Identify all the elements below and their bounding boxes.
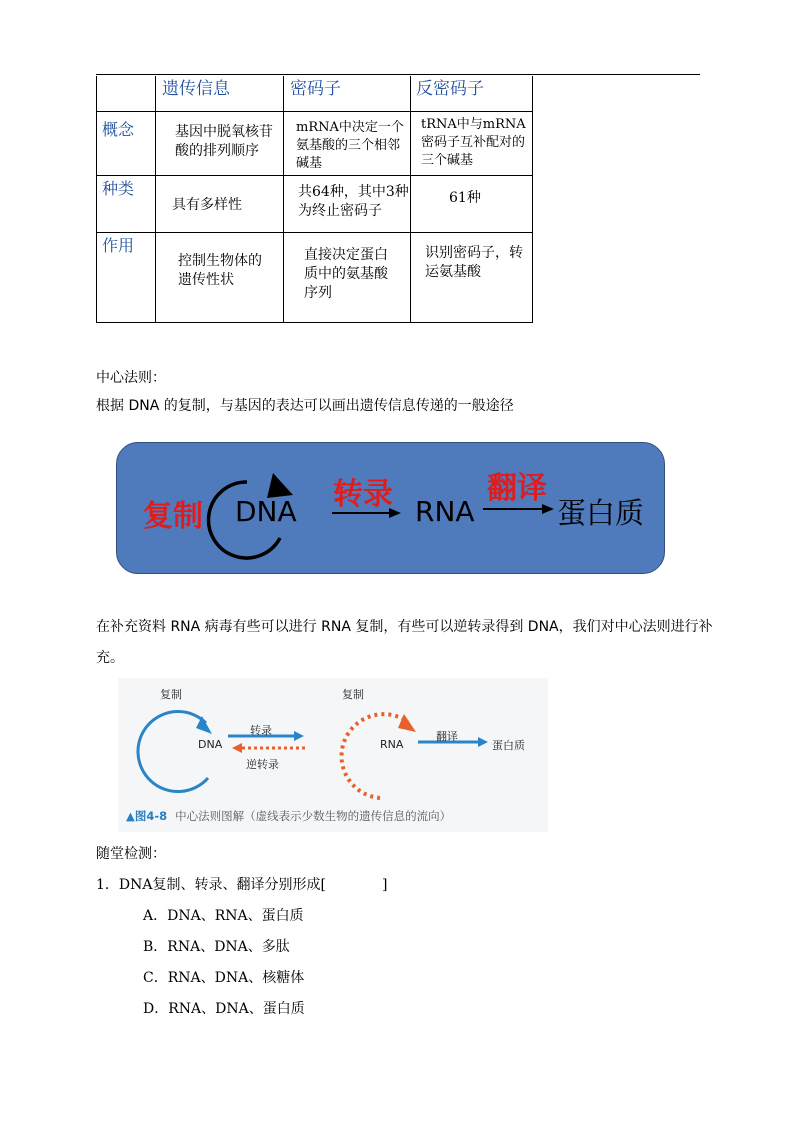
header-rule	[96, 74, 700, 75]
figure-rna-label: RNA	[380, 738, 404, 751]
figure-caption-number: ▲图4-8	[126, 809, 168, 823]
rna-replication-arrowhead	[398, 714, 416, 732]
figure-4-8	[118, 678, 548, 832]
figure-caption-text: 中心法则图解（虚线表示少数生物的遗传信息的流向）	[175, 809, 452, 823]
reverse-transcription-arrowhead	[232, 743, 242, 753]
transcription-label: 转录	[333, 477, 393, 512]
translation-label: 翻译	[487, 471, 547, 506]
figure-translation-label: 翻译	[436, 730, 458, 743]
transcription-arrowhead	[294, 731, 304, 741]
table-cell: 直接决定蛋白质中的氨基酸序列	[304, 247, 388, 301]
dna-replication-arrow	[138, 712, 208, 792]
central-dogma-heading: 中心法则：	[96, 370, 166, 386]
comparison-table	[96, 76, 533, 323]
quiz-option-d: D．RNA、DNA、蛋白质	[143, 1001, 305, 1017]
rna-replication-arrow	[342, 714, 408, 798]
table-cell: mRNA中决定一个氨基酸的三个相邻碱基	[296, 120, 404, 171]
table-row-label-function: 作用	[102, 236, 135, 255]
table-header-codon: 密码子	[290, 79, 341, 99]
table-cell: tRNA中与mRNA密码子互补配对的三个碱基	[421, 117, 526, 168]
table-hline	[96, 111, 533, 112]
replication-label: 复制	[143, 499, 203, 534]
quiz-heading: 随堂检测：	[96, 846, 166, 862]
figure-transcription-label: 转录	[250, 724, 272, 737]
table-cell: 识别密码子，转运氨基酸	[425, 245, 523, 280]
table-cell: 基因中脱氧核苷酸的排列顺序	[175, 124, 273, 159]
central-dogma-diagram	[116, 442, 665, 574]
figure-dna-label: DNA	[198, 738, 223, 751]
dna-replication-label: 复制	[160, 688, 182, 701]
table-header-genetic-info: 遗传信息	[162, 79, 230, 99]
table-row-label-concept: 概念	[102, 120, 135, 139]
supplement-paragraph: 在补充资料 RNA 病毒有些可以进行 RNA 复制，有些可以逆转录得到 DNA，我们对中心法则进行补充。	[96, 619, 713, 666]
translation-arrowhead	[478, 737, 488, 747]
table-cell: 共64种，其中3种为终止密码子	[298, 184, 409, 219]
quiz-option-c: C．RNA、DNA、核糖体	[143, 970, 305, 986]
table-cell: 61种	[449, 190, 481, 206]
table-cell: 具有多样性	[172, 197, 242, 213]
quiz-option-a: A．DNA、RNA、蛋白质	[143, 908, 304, 924]
figure-reverse-transcription-label: 逆转录	[246, 758, 279, 771]
rna-label: RNA	[415, 495, 475, 528]
table-row-label-types: 种类	[102, 179, 135, 198]
figure-caption	[126, 808, 451, 824]
figure-protein-label: 蛋白质	[492, 739, 525, 752]
protein-label: 蛋白质	[557, 496, 645, 530]
quiz-question: 1．DNA复制、转录、翻译分别形成[ ]	[96, 877, 388, 893]
dna-label: DNA	[235, 495, 297, 528]
table-header-anticodon: 反密码子	[416, 79, 484, 99]
central-dogma-intro: 根据 DNA 的复制，与基因的表达可以画出遗传信息传递的一般途径	[96, 398, 514, 414]
table-hline	[96, 232, 533, 233]
table-vline	[155, 76, 156, 323]
table-hline	[96, 175, 533, 176]
table-cell: 控制生物体的遗传性状	[178, 253, 262, 288]
table-vline	[283, 76, 284, 323]
rna-replication-label: 复制	[342, 688, 364, 701]
quiz-option-b: B．RNA、DNA、多肽	[143, 939, 290, 955]
